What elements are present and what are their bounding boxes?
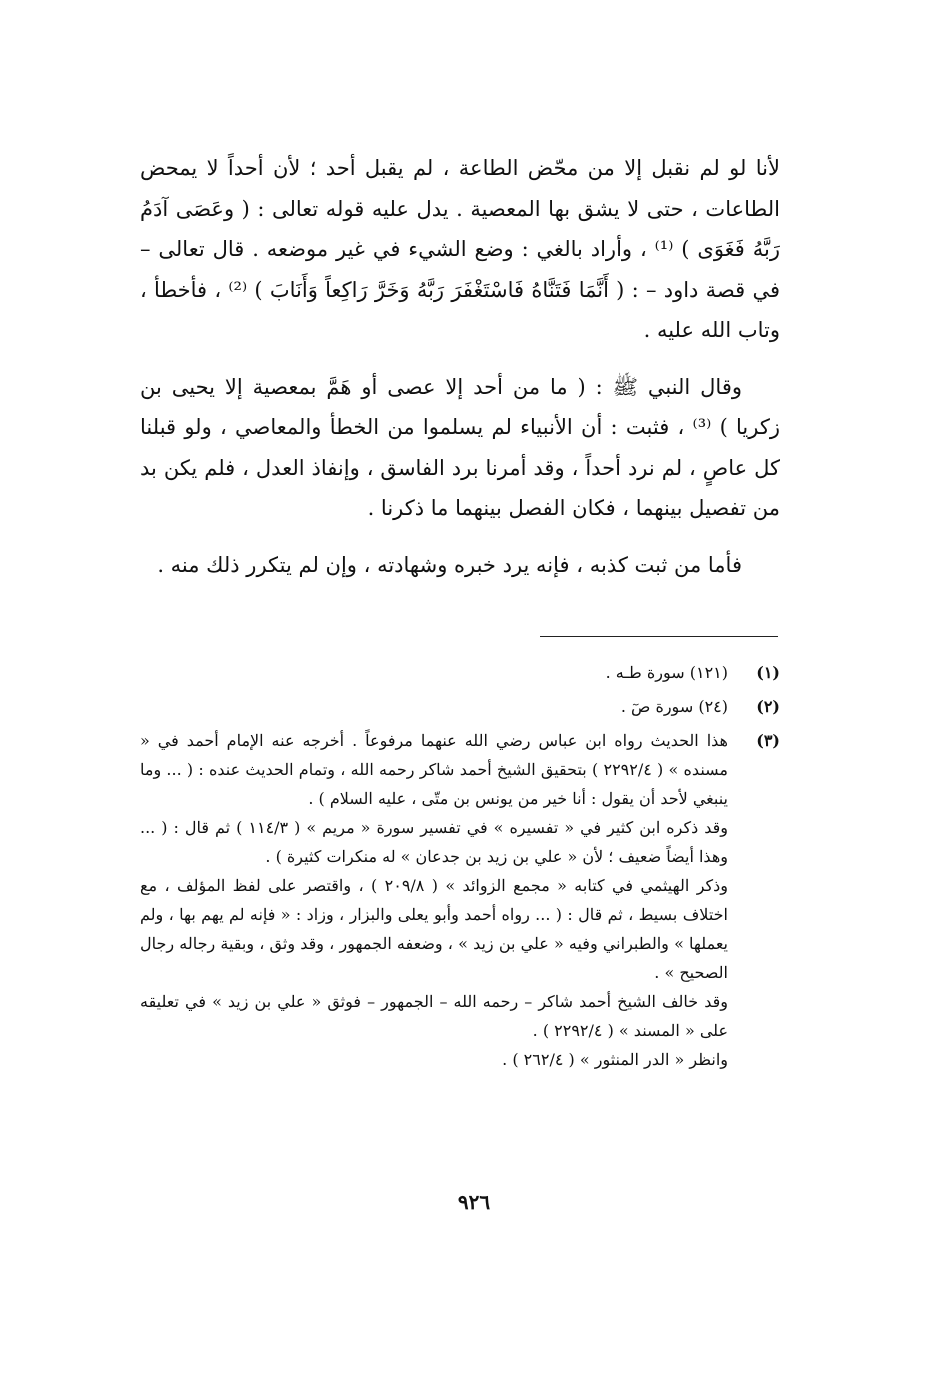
footnote-line: وذكر الهيثمي في كتابه « مجمع الزوائد » ( ٢٠٩/٨ ) ، واقتصر على لفظ المؤلف ، مع اختلاف بسيط ، ثم قال : ( ... رواه أحمد وأبو يعلى والبزار ، وزاد : « فإنه لم يهم بها ، ولم يعملها » والطبراني وفيه « علي بن زيد » ، وضعفه الجمهور ، وقد وثق ، وبقية رجاله رجال الصحيح » . <box>140 876 729 982</box>
footnote-line: وانظر « الدر المنثور » ( ٢٦٢/٤ ) . <box>502 1050 728 1069</box>
page-number: ٩٢٦ <box>457 1190 491 1214</box>
footnote-line: (٢٤) سورة صٓ . <box>620 697 728 716</box>
footnote-line: وقد ذكره ابن كثير في « تفسيره » في تفسير سورة « مريم » ( ١١٤/٣ ) ثم قال : ( ... وهذا أيضاً ضعيف ؛ لأن « علي بن زيد بن جدعان » له منكرات كثيرة ) . <box>140 818 728 866</box>
footnote-2 <box>140 692 780 721</box>
footnote-number: (٢) <box>756 697 780 716</box>
footnote-number: (٣) <box>756 731 780 750</box>
footnote-text <box>140 726 728 1074</box>
footnote-number: (١) <box>756 663 780 682</box>
paragraph-3: فأما من ثبت كذبه ، فإنه يرد خبره وشهادته ، وإن لم يتكرر ذلك منه . <box>157 552 742 577</box>
footnote-1 <box>140 658 780 687</box>
footnotes <box>140 658 780 1079</box>
main-text <box>140 148 780 601</box>
footnote-line: (١٢١) سورة طـه . <box>605 663 728 682</box>
footnote-text <box>140 692 728 721</box>
footnote-divider <box>540 636 778 637</box>
paragraph-2: وقال النبي ﷺ : ( ما من أحد إلا عصى أو هَمَّ بمعصية إلا يحيى بن زكريا ) ⁽³⁾ ، فثبت : أن الأنبياء لم يسلموا من الخطأ والمعاصي ، ولو قبلنا كل عاصٍ ، لم نرد أحداً ، وقد أمرنا برد الفاسق ، وإنفاذ العدل ، فلم يكن بد من تفصيل بينهما ، فكان الفصل بينهما ما ذكرنا . <box>140 374 781 520</box>
footnote-3 <box>140 726 780 1074</box>
footnote-line: وقد خالف الشيخ أحمد شاكر – رحمه الله – الجمهور – فوثق « علي بن زيد » في تعليقه على « المسند » ( ٢٢٩٢/٤ ) . <box>140 992 728 1040</box>
footnote-text <box>140 658 728 687</box>
footnote-line: هذا الحديث رواه ابن عباس رضي الله عنهما مرفوعاً . أخرجه عنه الإمام أحمد في « مسنده » ( ٢٢٩٢/٤ ) بتحقيق الشيخ أحمد شاكر رحمه الله ، وتمام الحديث عنده : ( ... وما ينبغي لأحد أن يقول : أنا خير من يونس بن متّى ، عليه السلام ) . <box>140 731 728 808</box>
paragraph-1: لأنا لو لم نقبل إلا من محّض الطاعة ، لم يقبل أحد ؛ لأن أحداً لا يمحض الطاعات ، حتى لا يشق بها المعصية . يدل عليه قوله تعالى : ( وعَصَى آدَمُ رَبَّهُ فَغَوَى ) ⁽¹⁾ ، وأراد بالغي : وضع الشيء في غير موضعه . قال تعالى – في قصة داود – : ( أَنَّمَا فَتَنَّاهُ فَاسْتَغْفَرَ رَبَّهُ وَخَرَّ رَاكِعاً وَأَنَابَ ) ⁽²⁾ ، فأخطأ ، وتاب الله عليه . <box>140 156 780 342</box>
